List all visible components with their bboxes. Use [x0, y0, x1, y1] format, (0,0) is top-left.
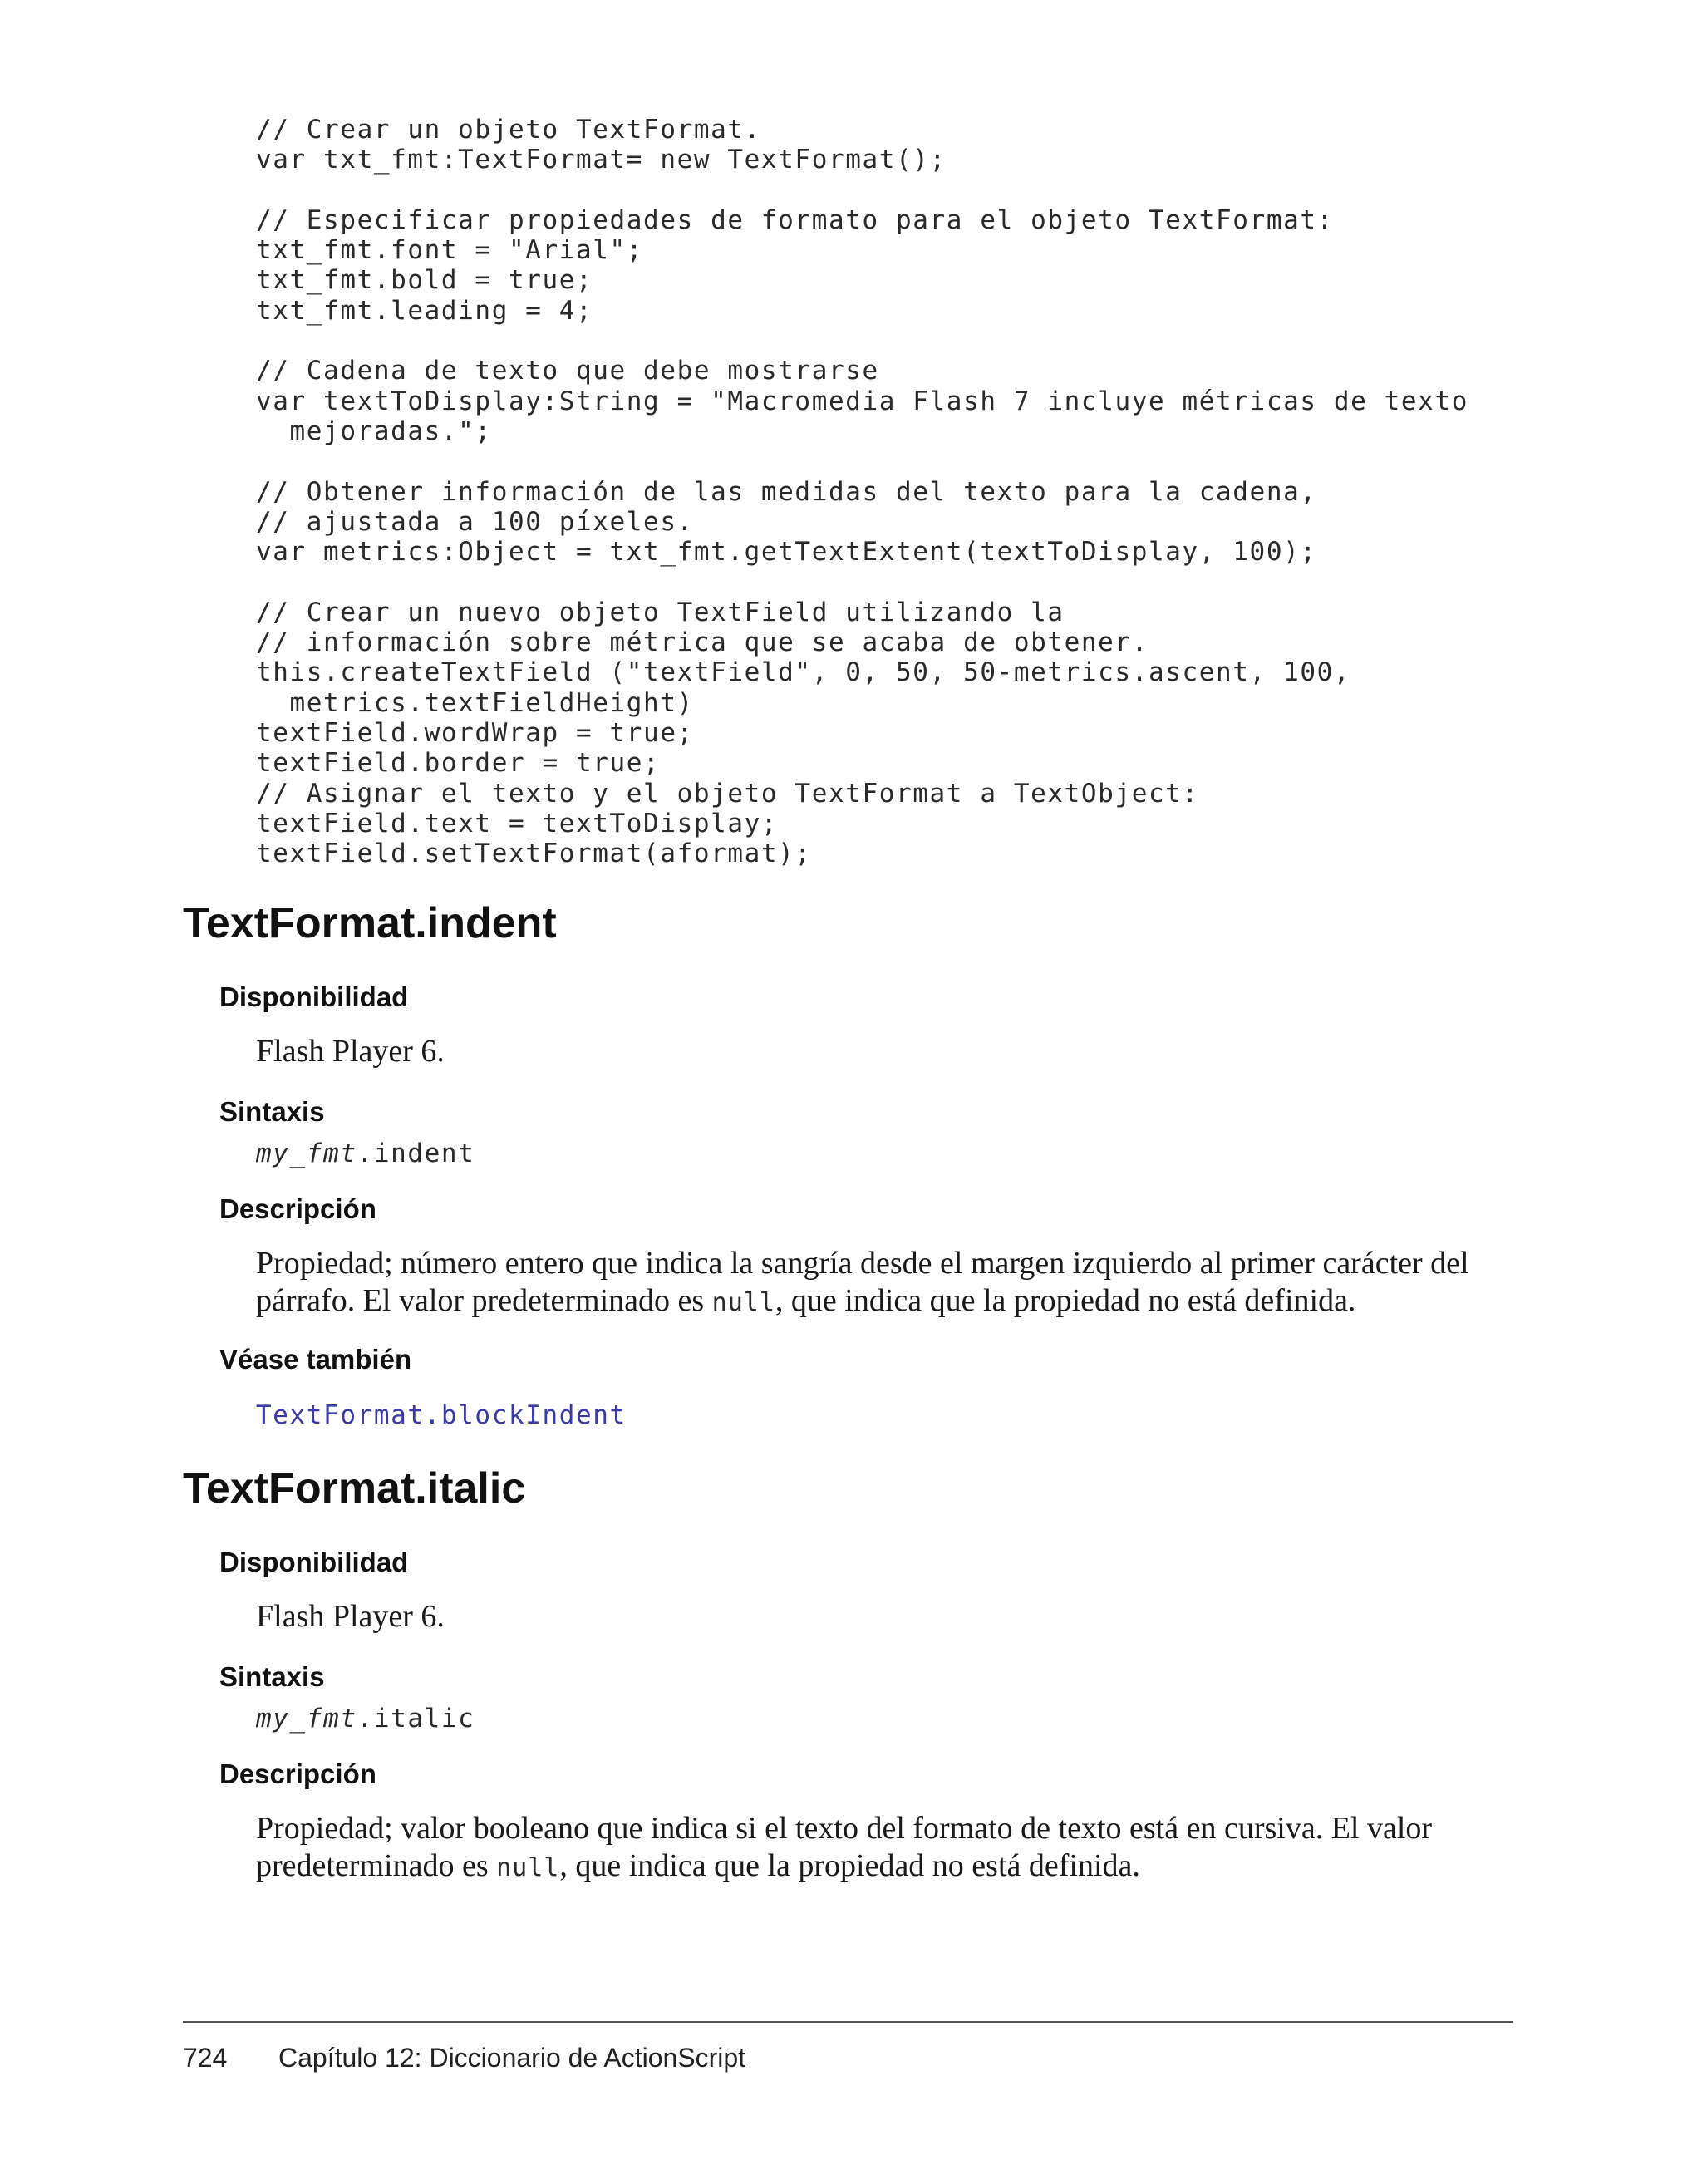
page-number: 724	[183, 2043, 228, 2073]
description-text-part: Propiedad; valor booleano que indica si el texto del formato de texto está en cursiva. El valor predeterminado es	[256, 1811, 1433, 1883]
code-line: // Crear un objeto TextFormat.	[256, 115, 761, 145]
syntax-code	[256, 1704, 475, 1734]
code-line: // ajustada a 100 píxeles.	[256, 506, 694, 537]
page-footer	[183, 2043, 745, 2073]
code-line: // Cadena de texto que debe mostrarse	[256, 356, 879, 386]
availability-heading: Disponibilidad	[219, 981, 409, 1012]
syntax-object: my_fmt	[256, 1139, 357, 1168]
description-text	[256, 1810, 1519, 1886]
code-line: txt_fmt.font = "Arial";	[256, 235, 644, 266]
see-also-heading: Véase también	[219, 1344, 412, 1375]
code-blank-line	[256, 567, 1468, 597]
code-line: textField.wordWrap = true;	[256, 717, 694, 748]
syntax-heading: Sintaxis	[219, 1096, 325, 1127]
syntax-property: .italic	[357, 1704, 475, 1734]
see-also-link-blockindent[interactable]: TextFormat.blockIndent	[256, 1400, 627, 1430]
availability-text: Flash Player 6.	[256, 1034, 445, 1069]
description-text-part: Propiedad; número entero que indica la sangría desde el margen izquierdo al primer carácter del párrafo. El valor predeterminado es	[256, 1246, 1469, 1318]
code-blank-line	[256, 326, 1468, 356]
code-line: // Obtener información de las medidas del texto para la cadena,	[256, 476, 1317, 507]
syntax-object: my_fmt	[256, 1704, 357, 1734]
availability-text: Flash Player 6.	[256, 1599, 445, 1634]
inline-code-null: null	[711, 1288, 775, 1317]
syntax-heading: Sintaxis	[219, 1661, 325, 1692]
section-title-italic: TextFormat.italic	[183, 1464, 526, 1513]
code-line: this.createTextField ("textField", 0, 50, 50-metrics.ascent, 100,	[256, 657, 1351, 688]
code-line: // información sobre métrica que se acaba de obtener.	[256, 627, 1149, 658]
code-line: // Crear un nuevo objeto TextField utilizando la	[256, 597, 1065, 627]
code-line: txt_fmt.leading = 4;	[256, 295, 593, 326]
description-heading: Descripción	[219, 1193, 376, 1224]
code-line: txt_fmt.bold = true;	[256, 265, 593, 296]
code-line: textField.border = true;	[256, 748, 661, 779]
code-line: var textToDisplay:String = "Macromedia Flash 7 incluye métricas de texto	[256, 386, 1468, 416]
code-line: mejoradas.";	[256, 416, 492, 446]
description-text-part: , que indica que la propiedad no está definida.	[775, 1283, 1356, 1318]
description-heading: Descripción	[219, 1759, 376, 1789]
footer-divider	[183, 2021, 1513, 2023]
code-block	[256, 115, 1468, 868]
description-text	[256, 1245, 1519, 1321]
chapter-title: Capítulo 12: Diccionario de ActionScript	[278, 2043, 746, 2073]
code-line: var txt_fmt:TextFormat= new TextFormat();	[256, 145, 947, 175]
section-title-indent: TextFormat.indent	[183, 899, 557, 947]
code-line: textField.text = textToDisplay;	[256, 808, 779, 839]
code-line: metrics.textFieldHeight)	[256, 687, 694, 718]
code-line: // Asignar el texto y el objeto TextFormat a TextObject:	[256, 778, 1199, 809]
inline-code-null: null	[496, 1853, 560, 1882]
code-blank-line	[256, 446, 1468, 476]
syntax-code	[256, 1139, 475, 1168]
code-line: textField.setTextFormat(aformat);	[256, 839, 812, 869]
code-line: // Especificar propiedades de formato para el objeto TextFormat:	[256, 204, 1334, 235]
code-line: var metrics:Object = txt_fmt.getTextExtent(textToDisplay, 100);	[256, 537, 1317, 568]
syntax-property: .indent	[357, 1139, 475, 1168]
description-text-part: , que indica que la propiedad no está definida.	[559, 1848, 1140, 1883]
availability-heading: Disponibilidad	[219, 1547, 409, 1577]
code-blank-line	[256, 175, 1468, 205]
